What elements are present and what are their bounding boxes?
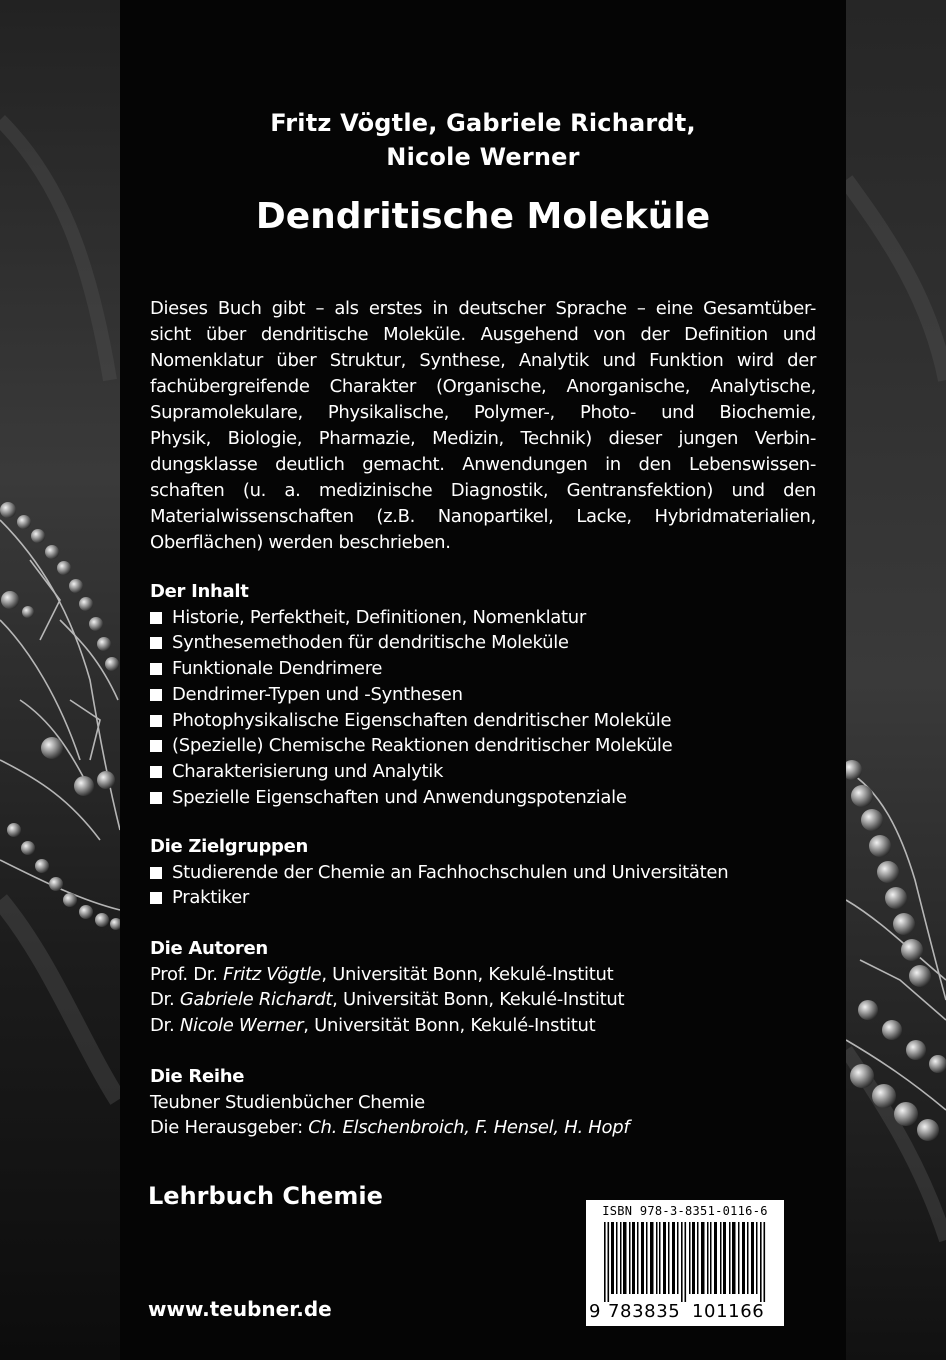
section-autoren <box>150 936 830 1039</box>
description-line: schaften (u. a. medizinische Diagnostik, Gentransfektion) und den <box>150 480 816 501</box>
autor-entry <box>150 987 830 1013</box>
reihe-editors <box>150 1115 830 1141</box>
description-line: Oberflächen) werden beschrieben. <box>150 532 451 553</box>
isbn-digits-group-1: 783835 <box>608 1301 681 1322</box>
description-line: Physik, Biologie, Pharmazie, Medizin, Technik) dieser jungen Verbin- <box>150 428 816 449</box>
description-line: Dieses Buch gibt – als erstes in deutscher Sprache – eine Gesamtüber- <box>150 298 816 319</box>
autor-title: Dr. <box>150 1015 180 1037</box>
autor-name: Fritz Vögtle <box>223 963 322 985</box>
isbn-label: ISBN 978-3-8351-0116-6 <box>602 1204 768 1218</box>
zielgruppen-list <box>150 860 830 911</box>
autor-affiliation: , Universität Bonn, Kekulé-Institut <box>332 989 625 1011</box>
autor-entry <box>150 1013 830 1039</box>
inhalt-item: Historie, Perfektheit, Definitionen, Nomenklatur <box>150 605 830 631</box>
autor-entry <box>150 962 830 988</box>
editors-label: Die Herausgeber: <box>150 1117 309 1139</box>
reihe-heading: Die Reihe <box>150 1066 245 1087</box>
autoren-heading: Die Autoren <box>150 938 268 959</box>
authors-line-2: Nicole Werner <box>386 143 580 171</box>
description-line: Materialwissenschaften (z.B. Nanopartikel, Lacke, Hybridmaterialien, <box>150 506 816 527</box>
inhalt-heading: Der Inhalt <box>150 581 249 602</box>
section-zielgruppen <box>150 834 830 911</box>
inhalt-item: Spezielle Eigenschaften und Anwendungspotenziale <box>150 785 830 811</box>
autor-title: Prof. Dr. <box>150 963 224 985</box>
editors-names: Ch. Elschenbroich, F. Hensel, H. Hopf <box>308 1117 630 1139</box>
description-line: Supramolekulare, Physikalische, Polymer-, Photo- und Biochemie, <box>150 402 816 423</box>
autor-name: Gabriele Richardt <box>179 989 333 1011</box>
isbn-barcode-box <box>586 1200 784 1326</box>
autor-name: Nicole Werner <box>179 1015 304 1037</box>
autor-title: Dr. <box>150 989 180 1011</box>
description-line: fachübergreifende Charakter (Organische, Anorganische, Analytische, <box>150 376 816 397</box>
description-line: dungsklasse deutlich gemacht. Anwendungen in den Lebenswissen- <box>150 454 816 475</box>
publisher-url[interactable]: www.teubner.de <box>148 1297 332 1321</box>
inhalt-item: Dendrimer-Typen und -Synthesen <box>150 682 830 708</box>
inhalt-list <box>150 605 830 811</box>
inhalt-item: (Spezielle) Chemische Reaktionen dendritischer Moleküle <box>150 733 830 759</box>
inhalt-item: Funktionale Dendrimere <box>150 656 830 682</box>
zielgruppen-item: Studierende der Chemie an Fachhochschulen und Universitäten <box>150 860 830 886</box>
section-inhalt <box>150 579 830 810</box>
isbn-digit-first: 9 <box>589 1301 601 1322</box>
category-label: Lehrbuch Chemie <box>148 1182 383 1210</box>
inhalt-item: Charakterisierung und Analytik <box>150 759 830 785</box>
book-authors <box>120 106 846 174</box>
book-title: Dendritische Moleküle <box>255 196 711 237</box>
reihe-series: Teubner Studienbücher Chemie <box>150 1091 425 1113</box>
isbn-digits-group-2: 101166 <box>692 1301 765 1322</box>
zielgruppen-heading: Die Zielgruppen <box>150 836 309 857</box>
barcode-icon <box>596 1222 774 1302</box>
description-line: sicht über dendritische Moleküle. Ausgehend von der Definition und <box>150 324 816 345</box>
inhalt-item: Synthesemethoden für dendritische Moleküle <box>150 630 830 656</box>
description-line: Nomenklatur über Struktur, Synthese, Analytik und Funktion wird der <box>150 350 816 371</box>
zielgruppen-item: Praktiker <box>150 885 830 911</box>
autor-affiliation: , Universität Bonn, Kekulé-Institut <box>321 963 614 985</box>
book-description <box>150 296 816 556</box>
inhalt-item: Photophysikalische Eigenschaften dendritischer Moleküle <box>150 708 830 734</box>
authors-line-1: Fritz Vögtle, Gabriele Richardt, <box>270 109 696 137</box>
section-reihe <box>150 1064 830 1141</box>
autor-affiliation: , Universität Bonn, Kekulé-Institut <box>303 1015 596 1037</box>
